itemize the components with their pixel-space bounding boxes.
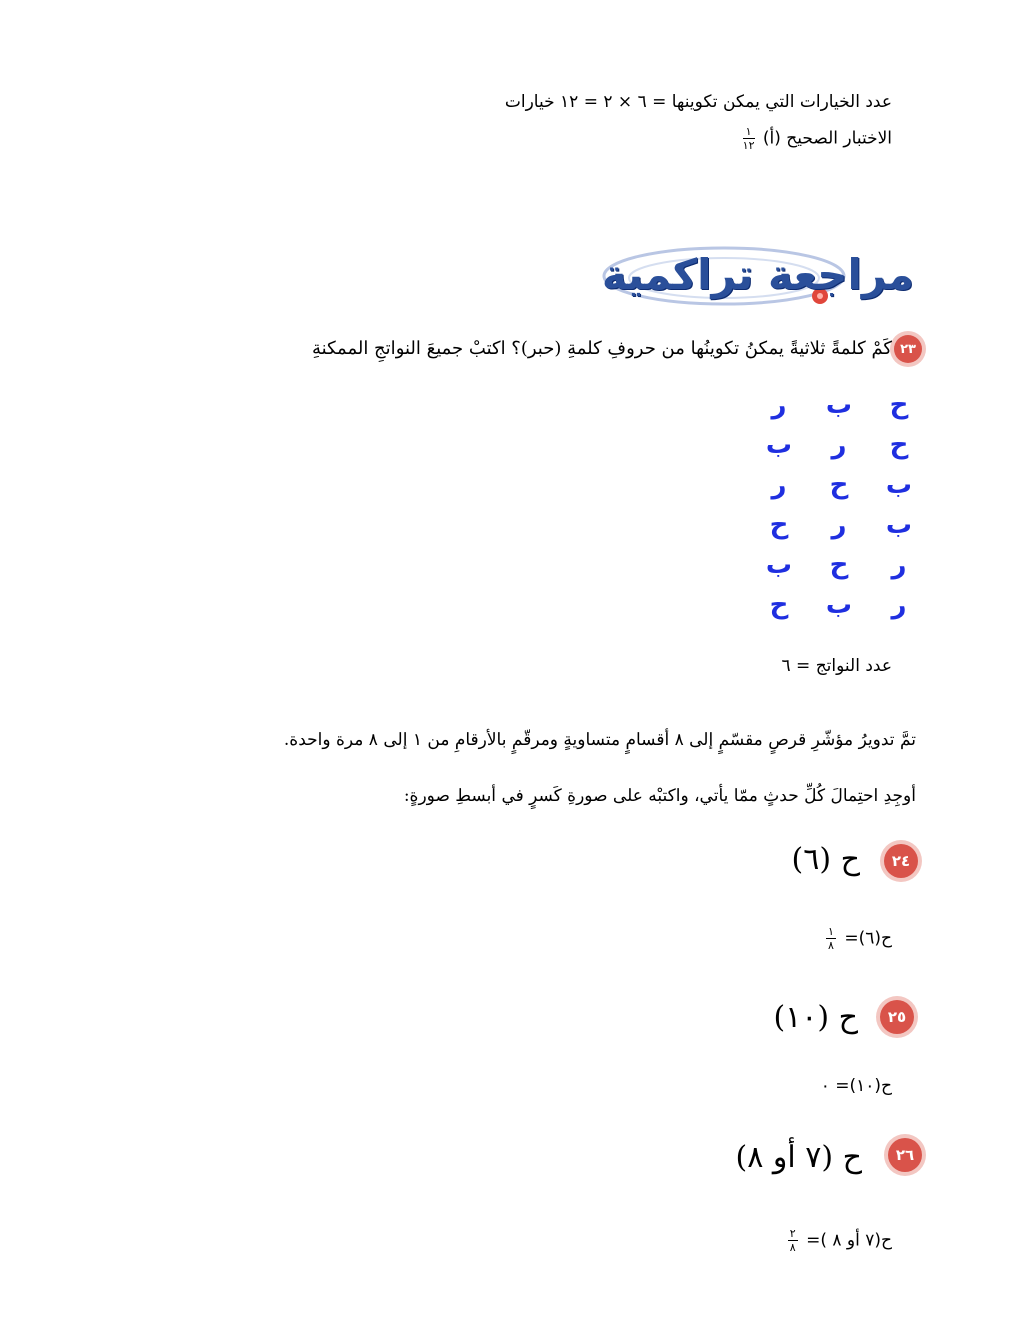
question-23-text: كَمْ كلمةً ثلاثيةً يمكنُ تكوينُها من حروفِ كلمةِ (حبر)؟ اكتبْ جميعَ النواتجِ الممكنةِ [312,338,892,359]
spinner-intro-line2: أوجِدِ احتِمالَ كُلِّ حدثٍ ممّا يأتي، واكتبْه على صورةِ كَسرٍ في أبسطِ صورةٍ: [403,786,916,806]
permutation-letter: ب [825,390,853,420]
question-26-answer-text: ح(٧ أو ٨ )= [806,1230,892,1251]
question-26-answer-fraction [788,1228,798,1253]
permutation-row [764,390,914,430]
permutation-letter: ح [769,590,789,620]
permutation-letter: ح [829,470,849,500]
question-23-badge: ٢٣ [894,335,922,363]
permutation-letter: ح [769,510,789,540]
fraction-numerator: ٢ [789,1227,796,1240]
permutation-row [764,510,914,550]
fraction-numerator: ١ [743,126,755,139]
correct-answer-line [740,126,892,151]
question-24-prompt: ح (٦) [791,842,860,877]
permutation-row [764,430,914,470]
question-24-badge: ٢٤ [884,844,918,878]
question-24-answer-fraction [826,926,836,951]
permutation-letter: ب [885,510,913,540]
question-26-answer [785,1228,892,1253]
heading-title: مراجعة تراكمية [601,250,914,299]
permutation-row [764,470,914,510]
correct-answer-text: الاختبار الصحيح (أ) [762,128,892,149]
correct-answer-fraction [743,126,755,151]
question-25-answer: ح(١٠)= ٠ [820,1076,892,1096]
fraction-numerator: ١ [828,925,834,938]
fraction-denominator: ١٢ [742,139,755,152]
question-23-answer: عدد النواتج = ٦ [781,656,892,676]
spinner-intro-line1: تمَّ تدويرُ مؤشّرِ قرصٍ مقسّمٍ إلى ٨ أقسامٍ متساويةٍ ومرقّمٍ بالأرقامِ من ١ إلى ٨ مرة واحدة. [283,730,916,750]
question-26-badge: ٢٦ [888,1138,922,1172]
permutation-letter: ر [891,590,907,620]
permutation-letter: ب [825,590,853,620]
permutation-letter: ح [829,550,849,580]
permutation-letter: ر [771,390,787,420]
cumulative-review-heading [574,236,914,322]
fraction-denominator: ٨ [828,939,834,952]
permutation-row [764,590,914,630]
permutations-grid [764,390,914,630]
question-24-answer [823,926,892,951]
permutation-letter: ر [831,430,847,460]
permutation-letter: ح [889,430,909,460]
choices-count-line: عدد الخيارات التي يمكن تكوينها = ٦ × ٢ = ١٢ خيارات [504,92,892,112]
question-26-prompt: ح (٧ أو ٨) [735,1140,862,1175]
question-25-prompt: ح (١٠) [773,1000,858,1035]
permutation-row [764,550,914,590]
permutation-letter: ب [765,430,793,460]
permutation-letter: ر [831,510,847,540]
question-25-badge: ٢٥ [880,1000,914,1034]
permutation-letter: ب [885,470,913,500]
question-24-answer-text: ح(٦)= [844,928,892,949]
permutation-letter: ب [765,550,793,580]
permutation-letter: ح [889,390,909,420]
permutation-letter: ر [771,470,787,500]
permutation-letter: ر [891,550,907,580]
fraction-denominator: ٨ [789,1241,796,1254]
